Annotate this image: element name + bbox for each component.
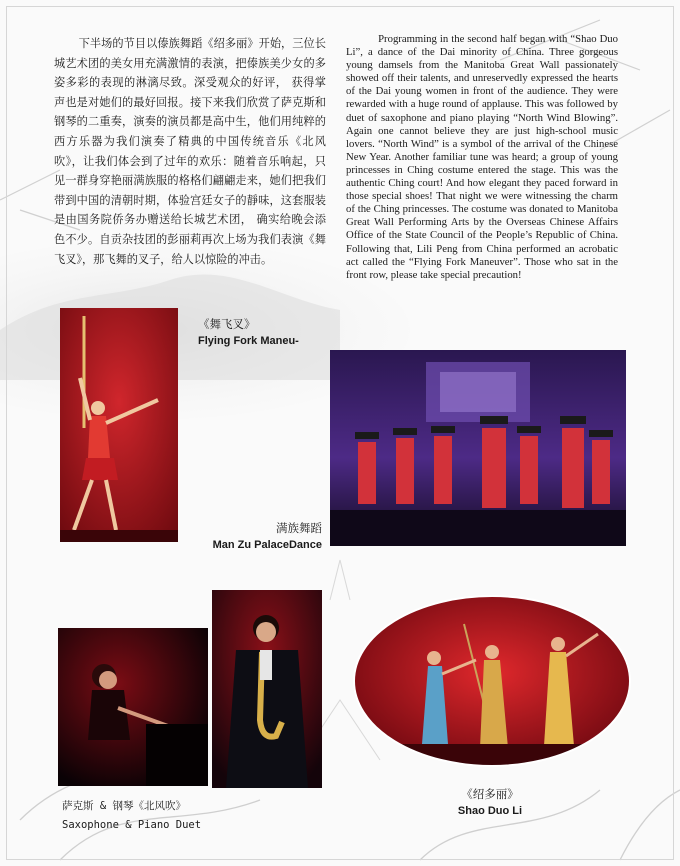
man-zu-caption-english: Man Zu PalaceDance	[212, 539, 322, 551]
sax-piano-caption-english: Saxophone & Piano Duet	[62, 819, 202, 831]
saxophone-player-photo	[212, 590, 322, 788]
sax-piano-caption	[62, 798, 201, 831]
shao-duo-li-caption-chinese: 《绍多丽》	[461, 787, 519, 801]
flying-fork-caption-chinese: 《舞飞叉》	[198, 317, 256, 331]
man-zu-palace-dance-photo	[330, 350, 626, 546]
man-zu-caption-chinese: 满族舞蹈	[276, 521, 322, 535]
sax-piano-caption-chinese: 萨克斯 & 钢琴《北风吹》	[62, 800, 186, 812]
flying-fork-photo	[60, 308, 178, 542]
piano-player-photo	[58, 628, 208, 786]
flying-fork-caption-english: Flying Fork Maneu-	[198, 335, 299, 347]
shao-duo-li-caption	[430, 786, 550, 817]
flying-fork-caption	[198, 316, 299, 347]
shao-duo-li-photo	[352, 594, 632, 768]
english-article-paragraph: Programming in the second half began with “Shao Duo Li”, a dance of the Dai minority of China. Three gorgeous young damsels from the Manitoba Great Wall passionately showed off their talents, and unreservedly expressed the hearts of the Dai young women in front of the audience. They were rewarded with a huge round of applause. This was followed by duet of saxophone and piano playing “North Wind Blowing”. Again one cannot believe they are just high-school music lovers. “North Wind” is a symbol of the arrival of the Chinese New Year. Another familiar tune was heard; a group of young princesses in Ching costume entered the stage. This was the authentic Ching court! And how elegant they paced forward in those special shoes! That night we were witnessing the charm of the Ching princesses. The costume was donated to Manitoba Great Wall Performing Arts by the Overseas Chinese Affairs Office of the State Council of the People’s Republic of China. Following that, Lili Peng from China performed an acrobatic act called the “Flying Fork Maneuver”. Those who sat in the front row, please take special precaution!	[346, 33, 618, 281]
shao-duo-li-caption-english: Shao Duo Li	[457, 805, 523, 817]
chinese-article-paragraph: 下半场的节目以傣族舞蹈《绍多丽》开始，三位长城艺术团的美女用充满激情的表演，把傣族美少女的多姿多彩的表现的淋漓尽致。深受观众的好评， 获得掌声也是对她们的最好回报。接下来我们欣赏了萨克斯和钢琴的二重奏，演奏的演员都是高中生，他们用纯粹的西方乐器为我们演奏了精典的中国传统音乐《北风吹》，让我们体会到了过年的欢乐：随着音乐响起，只见一群身穿艳丽满族服的格格们翩翩走来，她们把我们带到中国的清朝时期，体验宫廷女子的靜味，这套服装是由国务院侨务办赠送给长城艺术团， 确实给晚会添色不少。自贡杂技团的彭丽莉再次上场为我们表演《舞飞叉》，那飞舞的叉子，给人以惊险的冲击。	[54, 37, 326, 266]
man-zu-caption	[200, 520, 322, 551]
